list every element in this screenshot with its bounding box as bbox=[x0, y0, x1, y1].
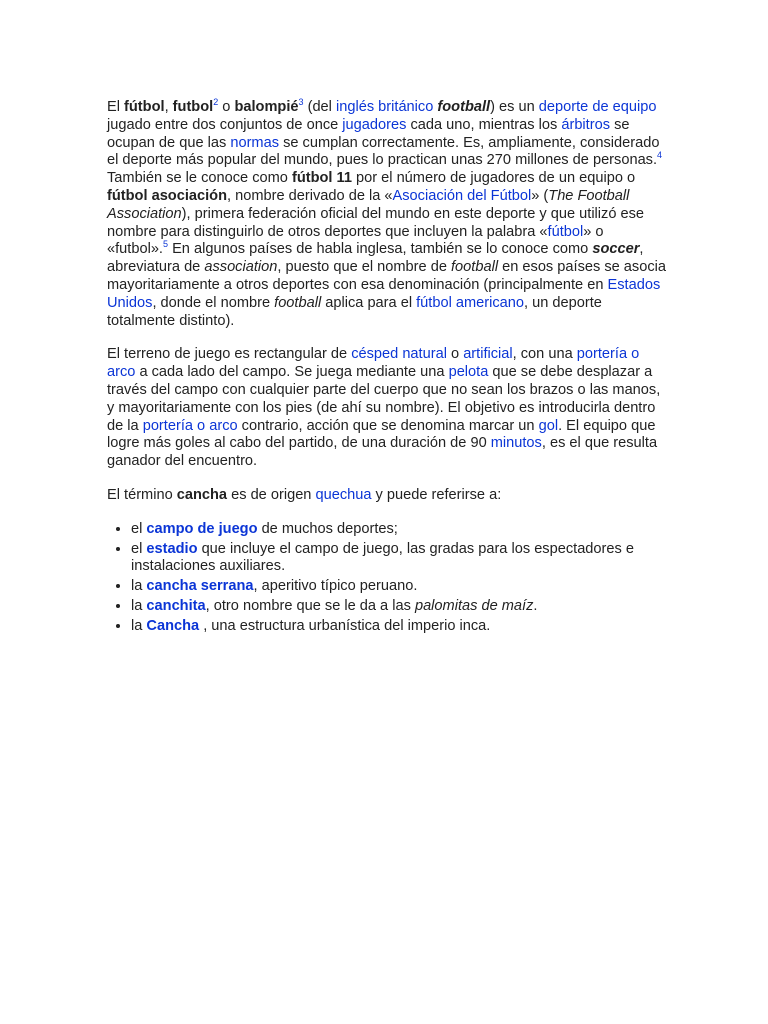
text: se ocupan de que las bbox=[107, 116, 630, 151]
text: El terreno de juego es rectangular de bbox=[107, 346, 352, 363]
link-normas[interactable]: normas bbox=[230, 134, 280, 151]
text: En algunos países de habla inglesa, también se lo conoce como bbox=[168, 241, 593, 258]
link-gol[interactable]: gol bbox=[538, 417, 559, 434]
text: de muchos deportes; bbox=[257, 520, 398, 537]
text: contrario, acción que se denomina marcar un bbox=[237, 417, 539, 434]
text: en esos países se asocia mayoritariamente a otros deportes con esa denominación (principalmente en bbox=[107, 259, 666, 293]
text: » ( bbox=[531, 187, 549, 204]
text: , con una bbox=[512, 346, 577, 363]
link-porteria-o-arco[interactable]: portería o arco bbox=[107, 346, 640, 381]
link-pelota[interactable]: pelota bbox=[448, 364, 489, 381]
list-item bbox=[131, 578, 667, 596]
paragraph-intro bbox=[107, 99, 667, 330]
text: la bbox=[131, 597, 147, 614]
text: la bbox=[131, 578, 147, 595]
link-campo-de-juego[interactable]: campo de juego bbox=[146, 520, 258, 537]
text: » o «futbol». bbox=[107, 223, 604, 258]
link-futbol[interactable]: fútbol bbox=[547, 223, 584, 240]
term-futbol: fútbol bbox=[124, 99, 165, 115]
text: la bbox=[131, 617, 147, 634]
article-body bbox=[107, 99, 667, 638]
text: ), primera federación oficial del mundo en este deporte y que utilizó ese nombre para distinguirlo de otros deportes que incluyen la palabra « bbox=[107, 205, 645, 240]
list-item bbox=[131, 541, 667, 577]
link-asociacion-del-futbol[interactable]: Asociación del Fútbol bbox=[392, 187, 532, 204]
term-futbol-alt: futbol bbox=[172, 99, 214, 115]
text: También se le conoce como bbox=[107, 170, 292, 187]
text: , puesto que el nombre de bbox=[277, 259, 451, 276]
text: el bbox=[131, 540, 147, 557]
text: (del bbox=[303, 99, 336, 115]
paragraph-cancha bbox=[107, 487, 667, 505]
text: , un deporte totalmente distinto). bbox=[107, 294, 602, 329]
link-deporte-de-equipo[interactable]: deporte de equipo bbox=[538, 99, 657, 115]
link-quechua[interactable]: quechua bbox=[315, 486, 372, 503]
list-item bbox=[131, 598, 667, 616]
link-cesped-natural[interactable]: césped natural bbox=[351, 346, 447, 363]
link-cancha-serrana[interactable]: cancha serrana bbox=[146, 578, 254, 595]
term-cancha: cancha bbox=[176, 486, 228, 503]
list-item bbox=[131, 521, 667, 539]
text: . bbox=[533, 597, 538, 614]
text: que incluye el campo de juego, las gradas para los espectadores e instalaciones auxiliares. bbox=[131, 540, 634, 575]
text: a cada lado del campo. Se juega mediante una bbox=[135, 364, 449, 381]
list-item bbox=[131, 618, 667, 636]
text: por el número de jugadores de un equipo o bbox=[351, 170, 636, 187]
text: , donde el nombre bbox=[152, 294, 275, 311]
link-minutos[interactable]: minutos bbox=[490, 435, 542, 452]
text: o bbox=[446, 346, 464, 363]
text: , aperitivo típico peruano. bbox=[253, 578, 418, 595]
text: , nombre derivado de la « bbox=[227, 187, 393, 204]
link-cancha[interactable]: Cancha bbox=[146, 617, 200, 634]
link-estados-unidos[interactable]: Estados Unidos bbox=[107, 276, 661, 311]
text: . El equipo que logre más goles al cabo del partido, de una duración de 90 bbox=[107, 417, 656, 452]
text: se cumplan correctamente. Es, ampliamente, considerado el deporte más popular del mundo, pues lo practican unas 270 millones de personas. bbox=[107, 134, 660, 169]
text: El término bbox=[107, 486, 177, 503]
cancha-meanings-list bbox=[107, 521, 667, 636]
text: , abreviatura de bbox=[107, 241, 644, 276]
text: , una estructura urbanística del imperio inca. bbox=[199, 617, 491, 634]
term-football: football bbox=[451, 259, 499, 276]
link-estadio[interactable]: estadio bbox=[146, 540, 198, 557]
link-arbitros[interactable]: árbitros bbox=[561, 116, 611, 133]
term-football-association: The Football Association bbox=[107, 187, 630, 222]
link-canchita[interactable]: canchita bbox=[146, 597, 206, 614]
text: el bbox=[131, 520, 147, 537]
footnote-ref-4[interactable]: 4 bbox=[657, 150, 663, 161]
text: y puede referirse a: bbox=[371, 486, 502, 503]
footnote-ref-5[interactable]: 5 bbox=[163, 239, 169, 250]
text: o bbox=[218, 99, 235, 115]
term-association: association bbox=[204, 259, 278, 276]
term-football: football bbox=[274, 294, 322, 311]
term-futbol-11: fútbol 11 bbox=[291, 170, 352, 187]
paragraph-terreno bbox=[107, 346, 667, 471]
term-palomitas-de-maiz: palomitas de maíz bbox=[414, 597, 534, 614]
text: jugado entre dos conjuntos de once bbox=[107, 116, 343, 133]
term-football: football bbox=[437, 99, 491, 115]
link-jugadores[interactable]: jugadores bbox=[342, 116, 407, 133]
text: El bbox=[107, 99, 125, 115]
text: , bbox=[164, 99, 173, 115]
term-soccer: soccer bbox=[592, 241, 640, 258]
term-balompie: balompié bbox=[234, 99, 299, 115]
link-ingles-britanico[interactable]: inglés británico bbox=[335, 99, 434, 115]
text: es de origen bbox=[227, 486, 316, 503]
text: cada uno, mientras los bbox=[406, 116, 562, 133]
link-futbol-americano[interactable]: fútbol americano bbox=[416, 294, 525, 311]
link-artificial[interactable]: artificial bbox=[463, 346, 513, 363]
text: aplica para el bbox=[321, 294, 417, 311]
text: , es el que resulta ganador del encuentro. bbox=[107, 435, 658, 470]
footnote-ref-3[interactable]: 3 bbox=[298, 97, 304, 108]
text: , otro nombre que se le da a las bbox=[205, 597, 415, 614]
text: ) es un bbox=[490, 99, 539, 115]
text: que se debe desplazar a través del campo con cualquier parte del cuerpo que no sean los brazos o las manos, y mayoritariamente con los pies (de ahí su nombre). El objetivo es introducirla dentro de la bbox=[107, 364, 661, 434]
link-porteria-o-arco-2[interactable]: portería o arco bbox=[142, 417, 238, 434]
footnote-ref-2[interactable]: 2 bbox=[213, 97, 219, 108]
term-futbol-asociacion: fútbol asociación bbox=[107, 187, 228, 204]
